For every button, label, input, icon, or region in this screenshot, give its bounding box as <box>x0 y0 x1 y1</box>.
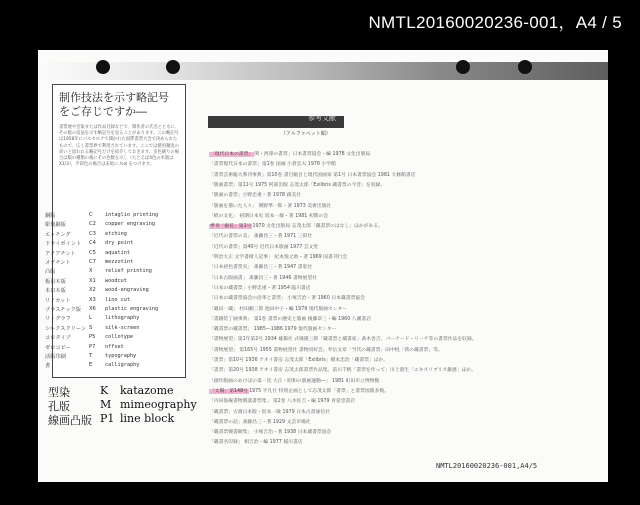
technique-name-jp: 木口木版 <box>45 288 66 295</box>
entry-text: 「近代の書票」第40号 近代日本版画 1977 芸文堂 <box>209 244 319 250</box>
handwritten-name-en: line block <box>120 412 175 425</box>
highlighted-title: 「太陽」第148号 <box>210 388 248 394</box>
entry-text: 「創作版画のあけぼの第一次 大正・昭和の版画運動―」 1981 町田市立博物館 <box>209 378 380 384</box>
technique-name-jp: プラスチック版 <box>45 307 81 313</box>
bibliography-entry <box>209 160 336 167</box>
bibliography-entry <box>209 356 388 363</box>
bibliography-entry <box>209 387 389 394</box>
technique-code: S <box>89 324 93 331</box>
technique-name-jp: 書 <box>45 363 51 370</box>
entry-text: 「版画を描いた人々」 関野準一郎・著 1973 美術出版社 <box>209 203 332 209</box>
technique-code: T <box>89 353 93 359</box>
entry-text: 「書物展望」 第165号 1955 書物展望社 書物同好会。寿岳文章「当代の蔵書票」田中悦「我の蔵書票」等。 <box>209 347 443 353</box>
bibliography-entry <box>209 274 317 281</box>
technique-code: E <box>89 362 93 369</box>
entry-text: 「日本の蔵書票」小野忠重・著 1954 臨川書店 <box>209 285 311 291</box>
technique-code: X3 <box>89 296 96 303</box>
technique-code: C2 <box>89 221 96 228</box>
bibliography-entry <box>209 181 385 188</box>
technique-name-jp: 銅版 <box>45 213 56 219</box>
highlighted-title: 「現代日本の書票」 <box>210 152 254 157</box>
bibliography-entry <box>209 418 311 425</box>
bibliography-entry <box>209 294 365 301</box>
entry-text: 「書物展望」第1年第2号 1934 雄鶏社 式場隆三郎「蔵書票と蔵書家」斎木善吉、バーナード・リーチ等の書票作品を収録。 <box>209 337 477 343</box>
handwritten-name-en: katazome <box>120 384 174 397</box>
handwritten-code: P1 <box>100 412 115 425</box>
bibliography-entry <box>209 438 303 445</box>
technique-name-jp: ドライポイント <box>45 241 82 248</box>
technique-code: L <box>89 315 92 322</box>
bibliography-entry <box>209 408 330 415</box>
bibliography-entry <box>209 150 370 157</box>
technique-name-jp: メゾチント <box>45 260 71 266</box>
handwritten-name-jp: 孔版 <box>48 400 70 413</box>
section-subtitle: （アルファベット順） <box>281 131 331 137</box>
punch-hole <box>166 60 180 74</box>
entry-text: 「蔵田一蔵」 村田順三郎 池田中子・編 1979 現代版画センター <box>209 306 348 312</box>
bibliography-entry <box>209 346 443 353</box>
entry-text: 1970 文化出版局 志茂太郎「蔵書票のはなし」ほかがある。 <box>252 224 383 230</box>
technique-name-jp: ゼロコピー <box>45 344 71 351</box>
bibliography-entry <box>209 263 312 270</box>
entry-text: 「近代の書票の美」 斎藤昌三・著 1971 三彩社 <box>209 234 313 240</box>
technique-name-jp: シルクスクリーン <box>45 325 87 332</box>
technique-code: X6 <box>89 306 96 312</box>
bibliography-entry <box>209 222 383 229</box>
handwritten-archive-note: NMTL20160020236-001,A4/5 <box>436 462 538 470</box>
technique-code: C7 <box>89 259 96 265</box>
technique-name-jp: コロタイプ <box>45 335 71 342</box>
entry-text: 「日本の蔵書票協会の沿革と書票」 小塚吉治・著 1960 日本蔵書票協会 <box>209 296 365 302</box>
handwritten-code: K <box>100 384 109 397</box>
technique-name-en: silk-screen <box>105 324 140 331</box>
technique-code: X2 <box>89 287 96 294</box>
entry-text: 「版画の書票」小野忠重・著 1978 創美社 <box>209 193 302 199</box>
entry-text: 「書籍装丁画事典」 第1巻 書票の歴史と版画 後藤章三・編 1960 八潮書店 <box>209 316 371 322</box>
technique-name-jp: リノカット <box>45 297 71 304</box>
bibliography-entry <box>209 253 347 260</box>
technique-code: C <box>89 212 93 218</box>
entry-text: 「明治大正 文学書綺人記事」 紀本悦之助・著 1969 国書刊行会 <box>209 255 348 260</box>
technique-name-en: etching <box>105 230 127 237</box>
handwritten-code: M <box>100 398 112 411</box>
technique-name-en: intaglio printing <box>105 212 159 218</box>
technique-name-en: aquatint <box>105 249 130 256</box>
technique-name-jp: 板目木版 <box>45 278 66 285</box>
technique-code: X1 <box>89 277 96 284</box>
technique-name-en: copper engraving <box>105 221 155 228</box>
entry-text: 関・西澤の書票」日本書票協会・編 1978 文化出版局 <box>254 152 371 157</box>
technique-code: C4 <box>89 240 96 247</box>
technique-name-en: lino cut <box>105 296 130 303</box>
bibliography-entry <box>209 315 371 322</box>
bibliography-entry <box>209 243 318 250</box>
bibliography-entry <box>209 284 311 291</box>
technique-name-en: typography <box>105 353 137 359</box>
entry-text: 「日本初色書票史」 斎藤昌三・著 1947 書窓社 <box>209 265 313 271</box>
technique-name-en: offset <box>105 343 124 350</box>
box-title <box>59 91 185 119</box>
technique-name-jp: 凸版 <box>45 269 56 276</box>
bibliography-entry <box>209 377 379 384</box>
entry-text: 「日本古版画書」 斎藤昌三・著 1946 書物展望社 <box>209 275 317 281</box>
technique-name-en: collotype <box>105 334 134 341</box>
entry-text: 「書票」第20号 1938 アオイ書房 志茂太郎書票作品集。前川千帆「書票を作って」川上澄生「エキスリブリス雑感」ほか。 <box>209 368 476 374</box>
entry-text: 「紙の文化」 初期日本史 坂本一敏・著 1981 初期の会 <box>209 213 329 219</box>
entry-text: 「蔵書票競書順集」 小塚吉治・著 1938 日本蔵書票協会 <box>209 430 332 436</box>
technique-name-en: dry point <box>105 240 134 247</box>
entry-text: 「書票現代日本の書票」第1巻 国画 小倉忠夫 1978 小学館 <box>209 162 336 168</box>
bibliography-entry <box>209 397 355 404</box>
technique-name-en: woodcut <box>105 277 127 284</box>
technique-code: X <box>89 268 93 275</box>
bibliography-entry <box>209 305 347 312</box>
box-intro-text: 書票展や会報または作品目録などで、制作者の氏名とともに、その版の技法を示す略記号を見ることがあります。この略記号は1958年にパルセロナで開かれた国際書票大会で決められたもので、広く書票界で利用されています。ここでは使用頻度の高いと思われる略記号だけを紹介しておきます。多色刷りの場合は版の種類の後にその色数を示し（たとえば4色の木版は X1/3），手彩色の場合は末尾に /col をつけます。 <box>59 125 180 168</box>
box-title-line: をご存じですか― <box>59 105 147 118</box>
technique-name-en: lithography <box>105 315 140 322</box>
bibliography-entry <box>209 171 415 178</box>
bibliography-entry <box>209 366 476 373</box>
section-title: 参考文献 <box>308 114 336 122</box>
handwritten-name-jp: 型染 <box>48 386 70 399</box>
bibliography-entry <box>209 202 331 209</box>
technique-name-en: wood-engraving <box>105 287 149 294</box>
bibliography-entry <box>209 212 328 219</box>
entry-text: 「蔵書票の蔵書票」 1985—1986 1979 現代版画センター <box>209 327 337 333</box>
entry-text: 「書票」第10号 1936 アオイ書房 志茂太郎「Exlibris」榎本忠治「蔵書票」ほか。 <box>209 358 389 363</box>
entry-text: 「蔵書名印録」 相吉治・編 1977 稲川書店 <box>209 440 303 446</box>
bibliography-entry <box>209 325 336 332</box>
entry-text: 「書票芸術総大系刊事典」第10巻 書目総目と現代国画家 第1号 日本書票協会 1981 大修館書店 <box>209 172 416 178</box>
technique-name-jp: 活版印刷 <box>45 354 66 360</box>
entry-text: 「蔵書票の話」斎藤昌三・著 1929 文芸市場社 <box>209 419 311 425</box>
technique-code: C3 <box>89 230 96 237</box>
bibliography-entry <box>209 428 331 435</box>
technique-name-jp: エッチング <box>45 231 71 238</box>
bibliography-entry <box>209 335 477 342</box>
bibliography-entry <box>209 232 312 239</box>
technique-code: P7 <box>89 343 96 350</box>
technique-name-en: calligraphy <box>105 362 140 369</box>
handwritten-name-en: mimeography <box>120 398 197 411</box>
entry-text: 「蔵書票」古渡日本版・坂本一敏 1979 日本古書通信社 <box>209 409 330 415</box>
punch-hole <box>96 60 110 74</box>
technique-name-jp: 彫刻銅版 <box>45 222 66 229</box>
punch-hole <box>456 60 470 74</box>
handwritten-name-jp: 線画凸版 <box>48 414 92 427</box>
technique-name-jp: リトグラフ <box>45 316 71 323</box>
box-title-line: 制作技法を示す略記号 <box>59 91 169 104</box>
technique-name-en: mezzotint <box>105 259 134 265</box>
scanned-document-page <box>38 50 608 482</box>
highlighted-title: 季刊「銀花」第1号 <box>210 224 252 230</box>
archive-header-label: NMTL20160020236-001，A4 / 5 <box>368 13 622 32</box>
technique-name-en: plastic engraving <box>105 306 159 312</box>
technique-name-en: relief printing <box>105 268 152 275</box>
technique-code: P5 <box>89 334 96 341</box>
entry-text: 1975 平凡社 特別企画として志茂太郎「書票」と書票図版多数。 <box>248 388 389 394</box>
entry-text: 「内田魯庵書物閑談書票集」 第2巻 八木佐吉・編 1979 青裳堂書店 <box>209 399 356 405</box>
entry-text: 「版画書票」第11号 1975 阿部出版 志茂太郎「Exlibris 蔵書票の今昔」を収録。 <box>209 182 386 188</box>
punch-hole <box>518 60 532 74</box>
bibliography-entry <box>209 191 301 198</box>
technique-name-jp: アクアチント <box>45 250 76 257</box>
technique-code: C5 <box>89 249 96 256</box>
